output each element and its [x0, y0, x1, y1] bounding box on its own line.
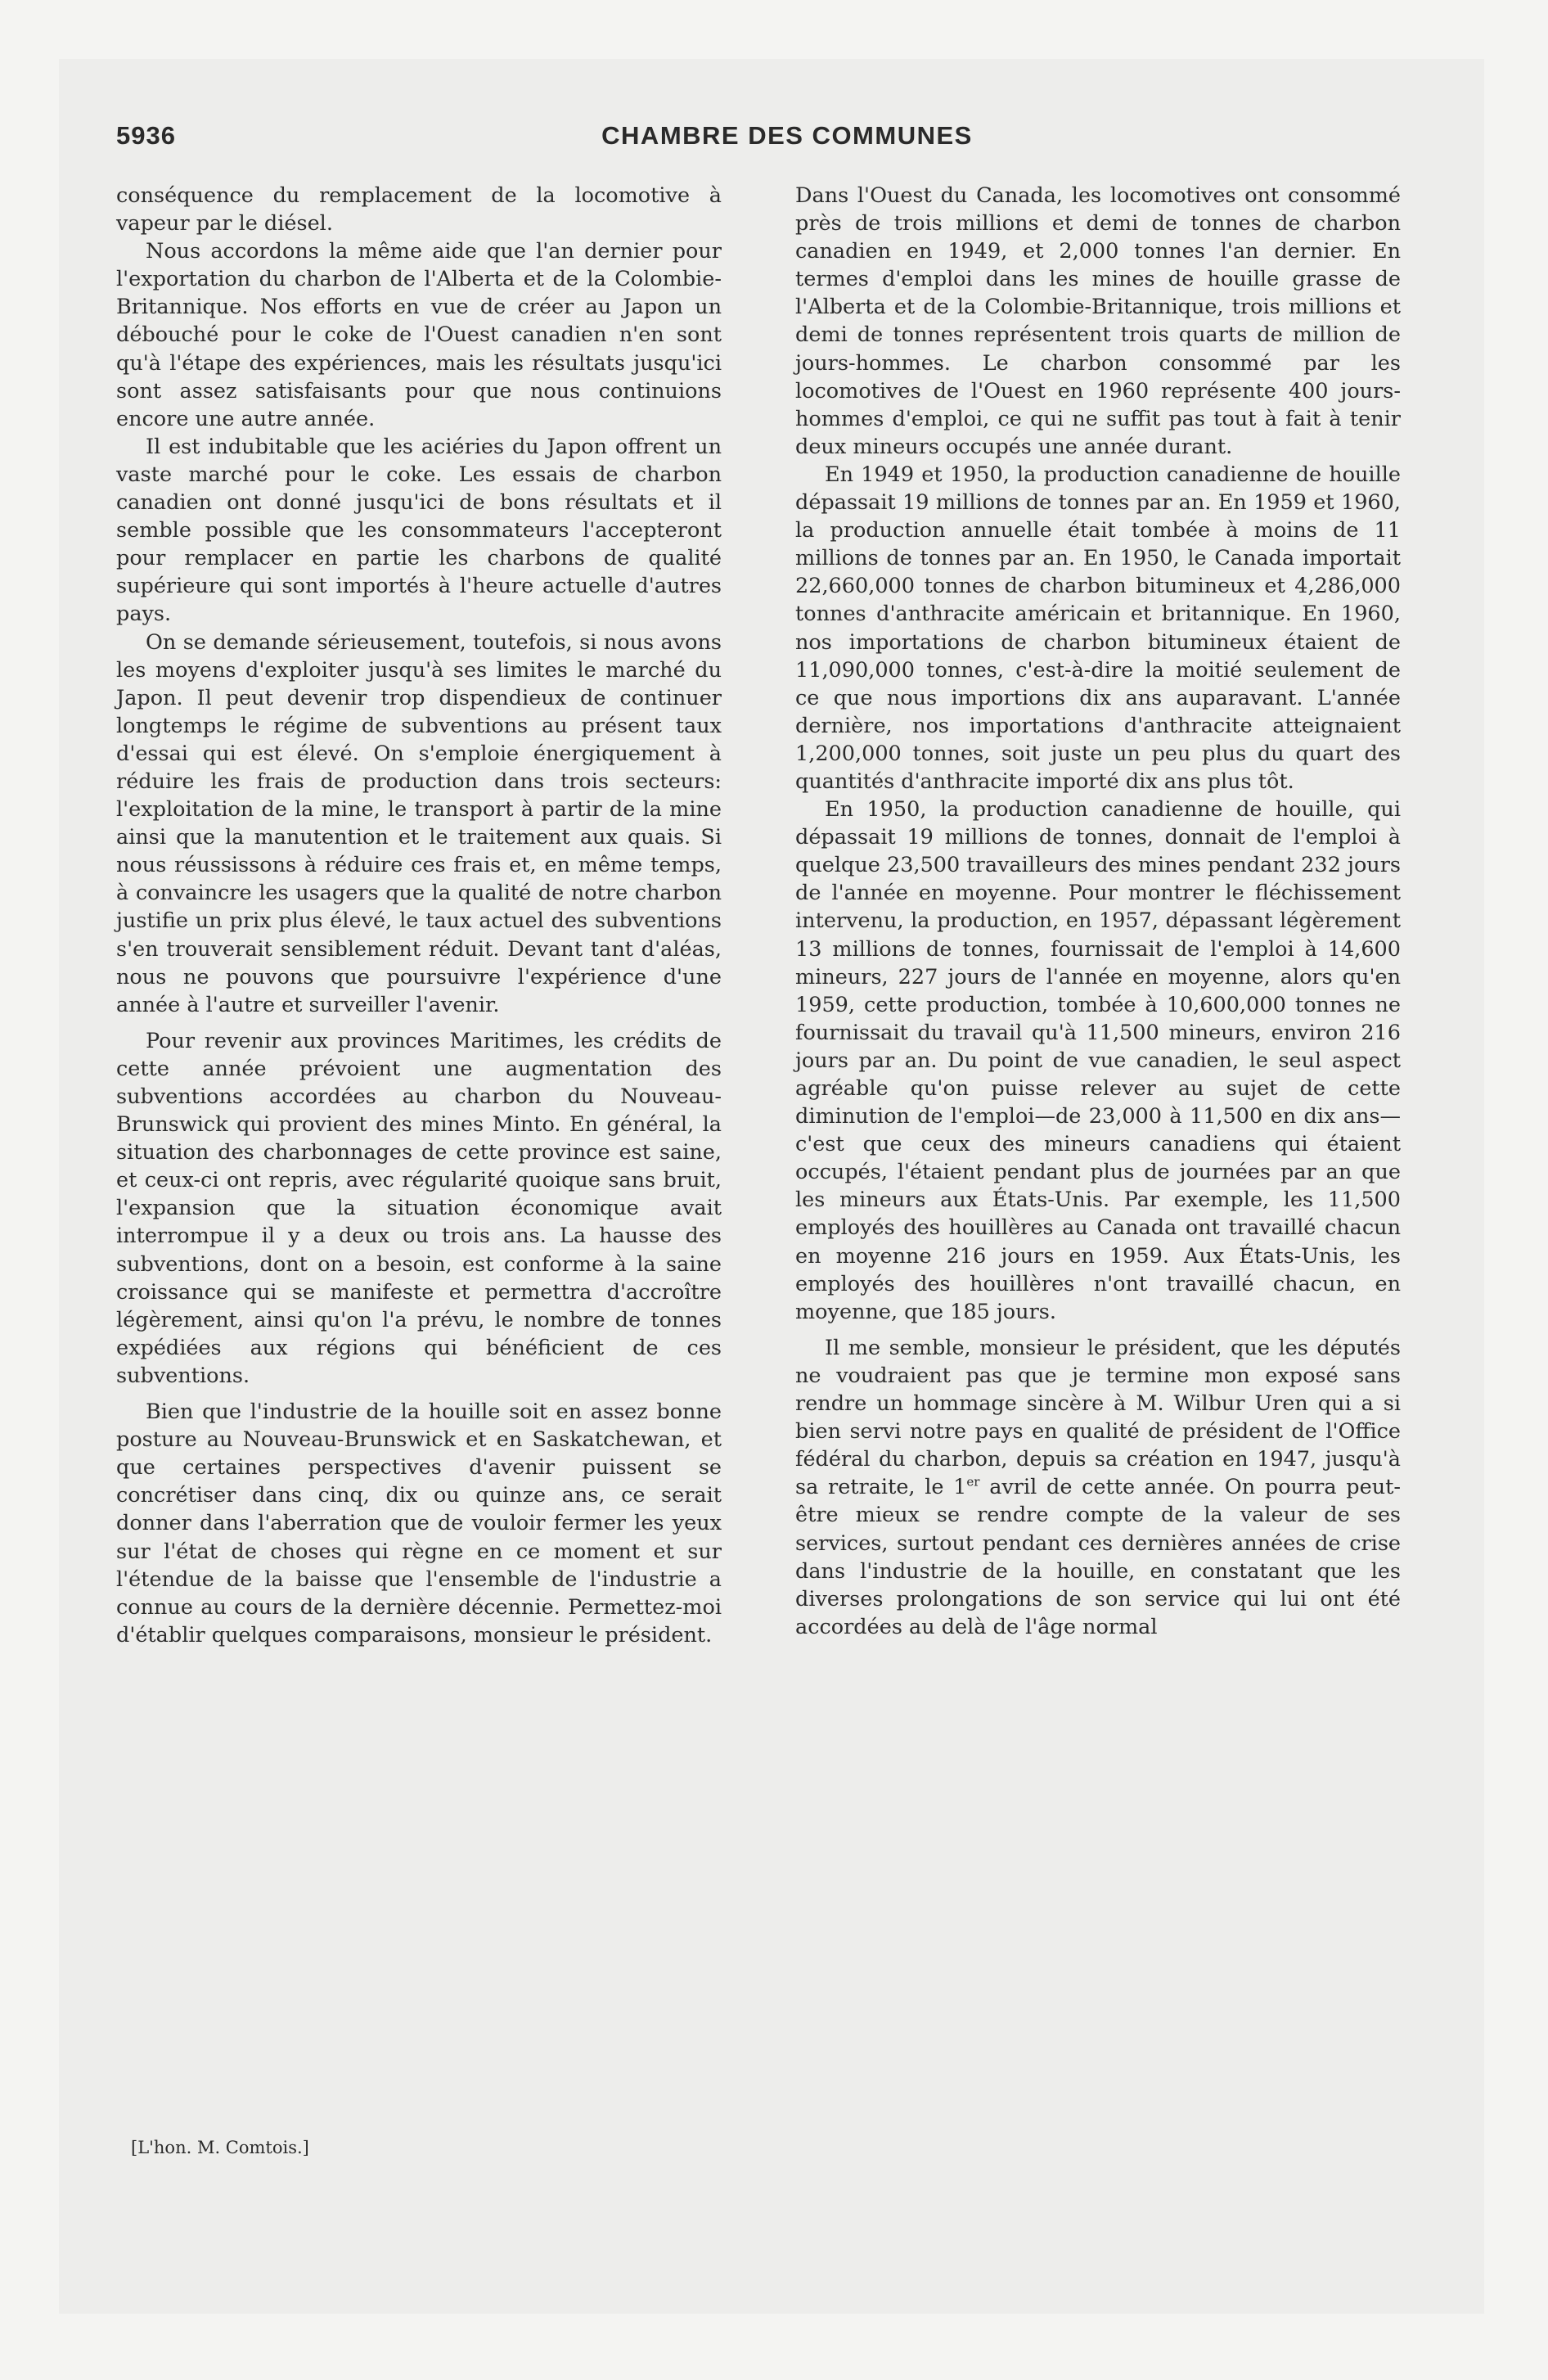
paragraph: Bien que l'industrie de la houille soit en assez bonne posture au Nouveau-Brunswick et en Saskatchewan, et que certaines perspectives d'avenir puissent se concrétiser dans cinq, dix ou quinze ans, ce serait donner dans l'aberration que de vouloir fermer les yeux sur l'état de choses qui règne en ce moment et sur l'étendue de la baisse que l'ensemble de l'industrie a connue au cours de la dernière décennie. Permettez-moi d'établir quelques comparaisons, monsieur le président. [116, 1400, 722, 1648]
paragraph: On se demande sérieusement, toutefois, si nous avons les moyens d'exploiter jusqu'à ses limites le marché du Japon. Il peut devenir trop dispendieux de continuer longtemps le régime de subventions au présent taux d'essai qui est élevé. On s'emploie énergiquement à réduire les frais de production dans trois secteurs: l'exploitation de la mine, le transport à partir de la mine ainsi que la manutention et le traitement aux quais. Si nous réussissons à réduire ces frais et, en même temps, à convaincre les usagers que la qualité de notre charbon justifie un prix plus élevé, le taux actuel des subventions s'en trouverait sensiblement réduit. Devant tant d'aléas, nous ne pouvons que poursuivre l'expérience d'une année à l'autre et surveiller l'avenir. [116, 629, 722, 1017]
page-number: 5936 [116, 121, 176, 150]
paragraph [795, 1334, 1401, 1641]
left-column [116, 182, 722, 1649]
paragraph: En 1949 et 1950, la production canadienne de houille dépassait 19 millions de tonnes par an. En 1959 et 1960, la production annuelle était tombée à moins de 11 millions de tonnes par an. En 1950, le Canada importait 22,660,000 tonnes de charbon bitumineux et 4,286,000 tonnes d'anthracite américain et britannique. En 1960, nos importations de charbon bitumineux étaient de 11,090,000 tonnes, c'est-à-dire la moitié seulement de ce que nous importions dix ans auparavant. L'année dernière, nos importations d'anthracite atteignaient 1,200,000 tonnes, soit juste un peu plus du quart des quantités d'anthracite importé dix ans plus tôt. [795, 462, 1401, 794]
right-column [795, 182, 1401, 1641]
page-title: CHAMBRE DES COMMUNES [601, 121, 973, 150]
paragraph: conséquence du remplacement de la locomotive à vapeur par le diésel. [116, 183, 722, 237]
paragraph: Nous accordons la même aide que l'an dernier pour l'exportation du charbon de l'Alberta et de la Colombie-Britannique. Nos efforts en vue de créer au Japon un débouché pour le coke de l'Ouest canadien n'en sont qu'à l'étape des expériences, mais les résultats jusqu'ici sont assez satisfaisants pour que nous continuions encore une autre année. [116, 239, 722, 431]
paragraph: Pour revenir aux provinces Maritimes, les crédits de cette année prévoient une augmentation des subventions accordées au charbon du Nouveau-Brunswick qui provient des mines Minto. En général, la situation des charbonnages de cette province est saine, et ceux-ci ont repris, avec régularité quoique sans bruit, l'expansion que la situation économique avait interrompue il y a deux ou trois ans. La hausse des subventions, dont on a besoin, est conforme à la saine croissance qui se manifeste et permettra d'accroître légèrement, ainsi qu'on l'a prévu, le nombre de tonnes expédiées aux régions qui bénéficient de ces subventions. [116, 1028, 722, 1388]
speaker-note: [L'hon. M. Comtois.] [131, 2138, 309, 2157]
running-head [116, 121, 1458, 162]
paragraph-text: avril de cette année. On pourra peut-être mieux se rendre compte de la valeur de ses services, surtout pendant ces dernières années de crise dans l'industrie de la houille, en constatant que les diverses prolongations de son service qui lui ont été accordées au delà de l'âge normal [795, 1475, 1401, 1639]
paragraph: Il est indubitable que les aciéries du Japon offrent un vaste marché pour le coke. Les essais de charbon canadien ont donné jusqu'ici de bons résultats et il semble possible que les consommateurs l'accepteront pour remplacer en partie les charbons de qualité supérieure qui sont importés à l'heure actuelle d'autres pays. [116, 434, 722, 627]
paragraph-text: Il me semble, monsieur le président, que les députés ne voudraient pas que je termine mon exposé sans rendre un hommage sincère à M. Wilbur Uren qui a si bien servi notre pays en qualité de président de l'Office fédéral du charbon, depuis sa création en 1947, jusqu'à sa retraite, le 1 [795, 1335, 1401, 1500]
document-page [59, 59, 1484, 2314]
ordinal-superscript: er [966, 1474, 980, 1490]
paragraph: En 1950, la production canadienne de houille, qui dépassait 19 millions de tonnes, donnait de l'emploi à quelque 23,500 travailleurs des mines pendant 232 jours de l'année en moyenne. Pour montrer le fléchissement intervenu, la production, en 1957, dépassant légèrement 13 millions de tonnes, fournissait de l'emploi à 14,600 mineurs, 227 jours de l'année en moyenne, alors qu'en 1959, cette production, tombée à 10,600,000 tonnes ne fournissait du travail qu'à 11,500 mineurs, environ 216 jours par an. Du point de vue canadien, le seul aspect agréable qu'on puisse relever au sujet de cette diminution de l'emploi—de 23,000 à 11,500 en dix ans—c'est que ceux des mineurs canadiens qui étaient occupés, l'étaient pendant plus de journées par an que les mineurs aux États-Unis. Par exemple, les 11,500 employés des houillères au Canada ont travaillé chacun en moyenne 216 jours en 1959. Aux États-Unis, les employés des houillères n'ont travaillé chacun, en moyenne, que 185 jours. [795, 797, 1401, 1324]
paragraph: Dans l'Ouest du Canada, les locomotives ont consommé près de trois millions et demi de tonnes de charbon canadien en 1949, et 2,000 tonnes l'an dernier. En termes d'emploi dans les mines de houille grasse de l'Alberta et de la Colombie-Britannique, trois millions et demi de tonnes représentent trois quarts de million de jours-hommes. Le charbon consommé par les locomotives de l'Ouest en 1960 représente 400 jours-hommes d'emploi, ce qui ne suffit pas tout à fait à tenir deux mineurs occupés une année durant. [795, 183, 1401, 459]
